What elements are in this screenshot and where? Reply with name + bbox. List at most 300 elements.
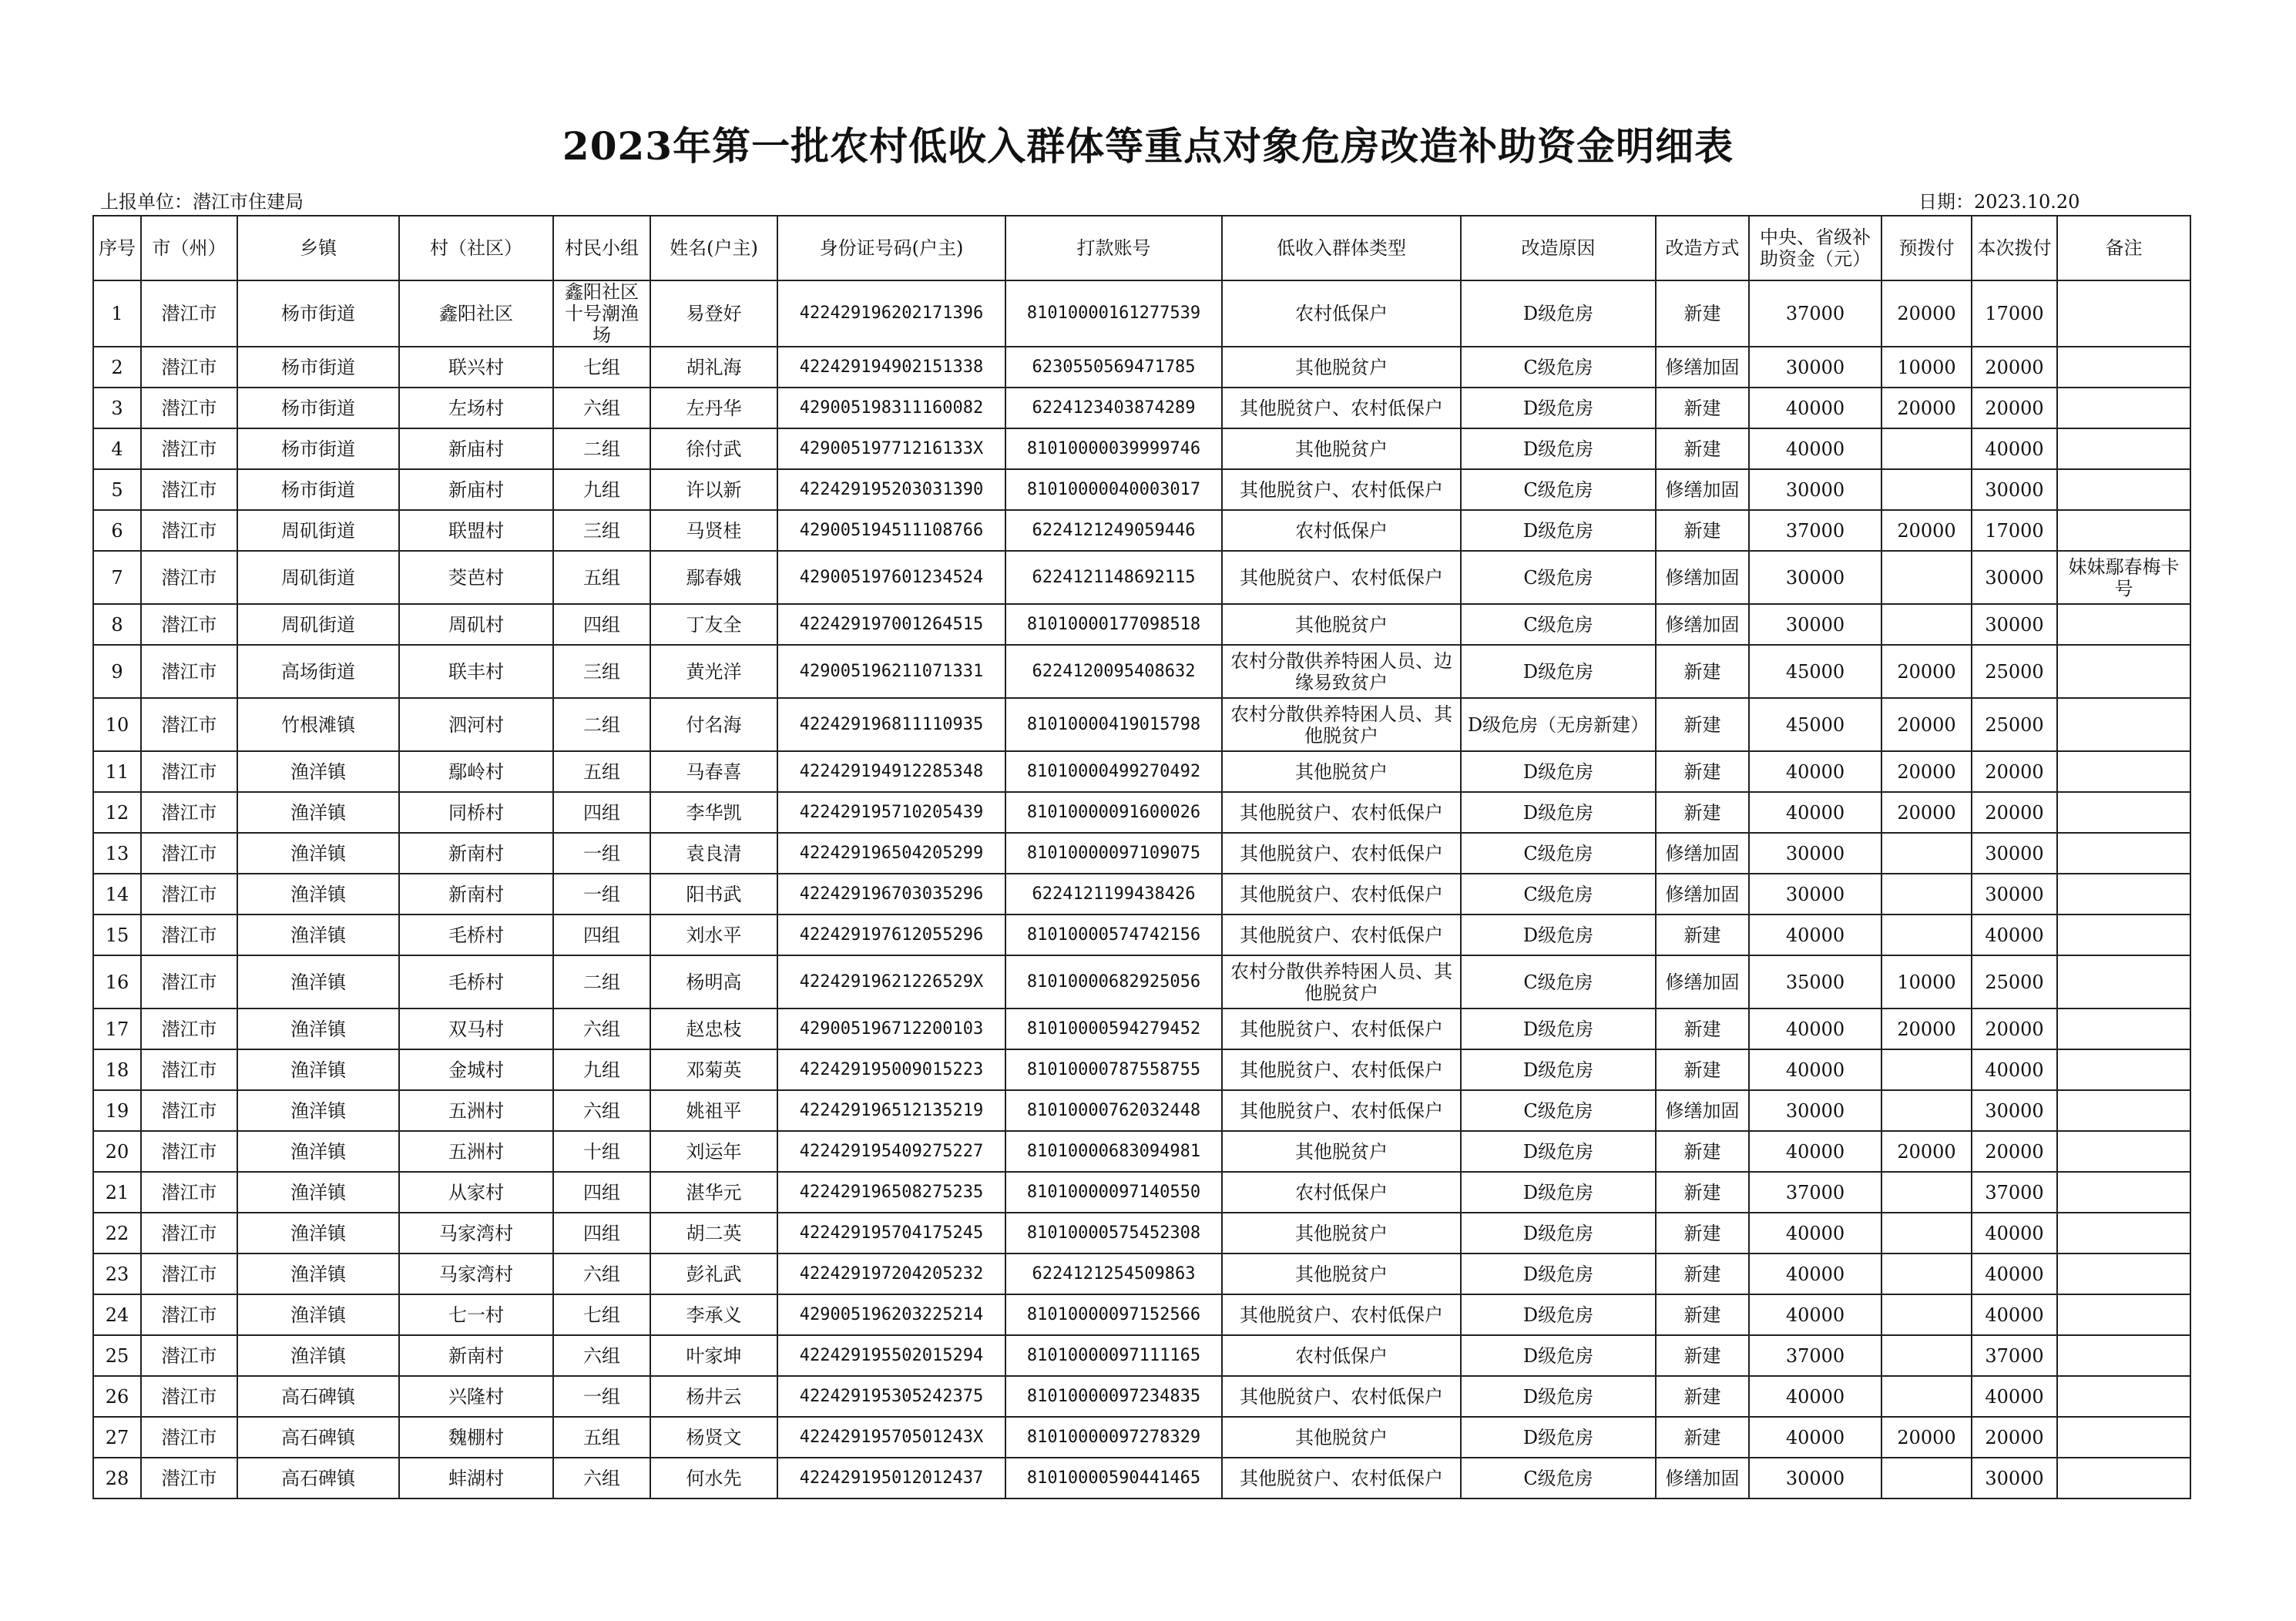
cell-name: 付名海 <box>650 698 777 751</box>
header-id-number: 身份证号码(户主) <box>777 216 1005 280</box>
cell-name: 邓菊英 <box>650 1049 777 1090</box>
cell-method: 新建 <box>1656 751 1749 792</box>
table-row <box>93 1458 2190 1499</box>
table-row <box>93 1131 2190 1172</box>
cell-group-type: 其他脱贫户、农村低保户 <box>1222 551 1461 604</box>
table-row <box>93 1294 2190 1335</box>
cell-account: 81010000161277539 <box>1005 280 1222 347</box>
cell-town: 高场街道 <box>237 645 399 698</box>
cell-name: 刘运年 <box>650 1131 777 1172</box>
header-account: 打款账号 <box>1005 216 1222 280</box>
cell-remark <box>2057 698 2190 751</box>
cell-group: 十组 <box>553 1131 650 1172</box>
cell-group: 二组 <box>553 698 650 751</box>
cell-town: 渔洋镇 <box>237 1294 399 1335</box>
cell-current-pay: 17000 <box>1972 280 2057 347</box>
cell-current-pay: 20000 <box>1972 347 2057 388</box>
cell-city: 潜江市 <box>141 1335 237 1376</box>
cell-remark <box>2057 1090 2190 1131</box>
table-row <box>93 280 2190 347</box>
cell-city: 潜江市 <box>141 915 237 955</box>
cell-name: 黄光洋 <box>650 645 777 698</box>
cell-reason: C级危房 <box>1461 955 1656 1009</box>
cell-group: 五组 <box>553 751 650 792</box>
cell-current-pay: 40000 <box>1972 1294 2057 1335</box>
cell-seq: 10 <box>93 698 141 751</box>
cell-reason: D级危房 <box>1461 280 1656 347</box>
cell-seq: 3 <box>93 388 141 428</box>
cell-group: 六组 <box>553 1458 650 1499</box>
cell-prepaid <box>1881 1172 1972 1213</box>
cell-group: 四组 <box>553 604 650 645</box>
cell-town: 周矶街道 <box>237 604 399 645</box>
cell-prepaid: 20000 <box>1881 792 1972 833</box>
cell-town: 渔洋镇 <box>237 1049 399 1090</box>
cell-id-number: 42242919621226529X <box>777 955 1005 1009</box>
cell-reason: D级危房 <box>1461 1294 1656 1335</box>
cell-town: 渔洋镇 <box>237 792 399 833</box>
cell-account: 81010000039999746 <box>1005 428 1222 469</box>
table-row <box>93 698 2190 751</box>
cell-village: 五洲村 <box>399 1090 553 1131</box>
cell-subsidy: 40000 <box>1749 1417 1881 1458</box>
cell-reason: C级危房 <box>1461 347 1656 388</box>
cell-group-type: 其他脱贫户、农村低保户 <box>1222 1049 1461 1090</box>
cell-name: 袁良清 <box>650 833 777 874</box>
table-row <box>93 1090 2190 1131</box>
cell-group: 一组 <box>553 1376 650 1417</box>
report-unit: 上报单位：潜江市住建局 <box>100 191 304 213</box>
cell-name: 胡二英 <box>650 1213 777 1254</box>
cell-current-pay: 40000 <box>1972 1254 2057 1294</box>
cell-current-pay: 30000 <box>1972 1090 2057 1131</box>
header-group-type: 低收入群体类型 <box>1222 216 1461 280</box>
cell-method: 新建 <box>1656 1376 1749 1417</box>
cell-village: 茭芭村 <box>399 551 553 604</box>
cell-current-pay: 20000 <box>1972 792 2057 833</box>
cell-name: 刘水平 <box>650 915 777 955</box>
cell-account: 81010000682925056 <box>1005 955 1222 1009</box>
cell-remark <box>2057 1172 2190 1213</box>
cell-city: 潜江市 <box>141 1049 237 1090</box>
cell-subsidy: 45000 <box>1749 645 1881 698</box>
cell-subsidy: 30000 <box>1749 1090 1881 1131</box>
cell-id-number: 429005196211071331 <box>777 645 1005 698</box>
header-reason: 改造原因 <box>1461 216 1656 280</box>
cell-current-pay: 40000 <box>1972 1049 2057 1090</box>
cell-current-pay: 25000 <box>1972 698 2057 751</box>
cell-name: 李承义 <box>650 1294 777 1335</box>
cell-subsidy: 35000 <box>1749 955 1881 1009</box>
cell-account: 81010000097111165 <box>1005 1335 1222 1376</box>
cell-account: 81010000097140550 <box>1005 1172 1222 1213</box>
cell-subsidy: 40000 <box>1749 388 1881 428</box>
cell-prepaid: 10000 <box>1881 347 1972 388</box>
cell-village: 周矶村 <box>399 604 553 645</box>
cell-town: 渔洋镇 <box>237 1335 399 1376</box>
cell-village: 金城村 <box>399 1049 553 1090</box>
cell-reason: D级危房 <box>1461 1049 1656 1090</box>
cell-village: 鑫阳社区 <box>399 280 553 347</box>
cell-id-number: 422429197001264515 <box>777 604 1005 645</box>
cell-group: 九组 <box>553 469 650 510</box>
cell-town: 高石碑镇 <box>237 1417 399 1458</box>
cell-method: 修缮加固 <box>1656 347 1749 388</box>
cell-remark <box>2057 1131 2190 1172</box>
cell-remark <box>2057 1335 2190 1376</box>
cell-group: 六组 <box>553 1009 650 1049</box>
cell-reason: D级危房 <box>1461 1213 1656 1254</box>
cell-subsidy: 40000 <box>1749 751 1881 792</box>
cell-city: 潜江市 <box>141 874 237 915</box>
cell-subsidy: 40000 <box>1749 428 1881 469</box>
cell-reason: D级危房 <box>1461 915 1656 955</box>
cell-id-number: 429005196712200103 <box>777 1009 1005 1049</box>
cell-remark <box>2057 955 2190 1009</box>
cell-current-pay: 30000 <box>1972 604 2057 645</box>
cell-prepaid: 20000 <box>1881 751 1972 792</box>
cell-group: 六组 <box>553 1335 650 1376</box>
cell-remark <box>2057 645 2190 698</box>
cell-group-type: 其他脱贫户、农村低保户 <box>1222 1294 1461 1335</box>
cell-town: 渔洋镇 <box>237 955 399 1009</box>
cell-village: 蚌湖村 <box>399 1458 553 1499</box>
table-row <box>93 469 2190 510</box>
cell-account: 6224121199438426 <box>1005 874 1222 915</box>
cell-name: 杨贤文 <box>650 1417 777 1458</box>
table-row <box>93 1009 2190 1049</box>
cell-method: 新建 <box>1656 698 1749 751</box>
cell-name: 左丹华 <box>650 388 777 428</box>
cell-group-type: 农村分散供养特困人员、其他脱贫户 <box>1222 955 1461 1009</box>
cell-remark: 妹妹鄢春梅卡号 <box>2057 551 2190 604</box>
cell-group-type: 其他脱贫户 <box>1222 1417 1461 1458</box>
cell-city: 潜江市 <box>141 469 237 510</box>
cell-remark <box>2057 1009 2190 1049</box>
cell-group-type: 其他脱贫户 <box>1222 751 1461 792</box>
cell-reason: D级危房 <box>1461 1131 1656 1172</box>
cell-method: 修缮加固 <box>1656 551 1749 604</box>
cell-prepaid <box>1881 1213 1972 1254</box>
cell-city: 潜江市 <box>141 1131 237 1172</box>
cell-name: 叶家坤 <box>650 1335 777 1376</box>
table-row <box>93 833 2190 874</box>
cell-method: 新建 <box>1656 280 1749 347</box>
cell-group: 九组 <box>553 1049 650 1090</box>
header-name: 姓名(户主) <box>650 216 777 280</box>
cell-method: 新建 <box>1656 1172 1749 1213</box>
cell-remark <box>2057 510 2190 551</box>
cell-method: 修缮加固 <box>1656 469 1749 510</box>
cell-account: 81010000097109075 <box>1005 833 1222 874</box>
cell-group: 鑫阳社区十号潮渔场 <box>553 280 650 347</box>
cell-city: 潜江市 <box>141 1090 237 1131</box>
cell-remark <box>2057 347 2190 388</box>
cell-current-pay: 30000 <box>1972 1458 2057 1499</box>
cell-city: 潜江市 <box>141 1376 237 1417</box>
cell-id-number: 422429197612055296 <box>777 915 1005 955</box>
cell-account: 81010000683094981 <box>1005 1131 1222 1172</box>
cell-village: 从家村 <box>399 1172 553 1213</box>
cell-group-type: 农村低保户 <box>1222 510 1461 551</box>
cell-id-number: 422429196811110935 <box>777 698 1005 751</box>
cell-group: 二组 <box>553 955 650 1009</box>
cell-town: 高石碑镇 <box>237 1376 399 1417</box>
cell-prepaid <box>1881 1254 1972 1294</box>
cell-group: 五组 <box>553 551 650 604</box>
cell-city: 潜江市 <box>141 347 237 388</box>
table-row <box>93 751 2190 792</box>
cell-remark <box>2057 469 2190 510</box>
cell-subsidy: 45000 <box>1749 698 1881 751</box>
cell-prepaid: 20000 <box>1881 698 1972 751</box>
cell-name: 李华凯 <box>650 792 777 833</box>
cell-id-number: 422429195305242375 <box>777 1376 1005 1417</box>
table-row <box>93 645 2190 698</box>
cell-group-type: 其他脱贫户、农村低保户 <box>1222 1376 1461 1417</box>
cell-reason: D级危房 <box>1461 751 1656 792</box>
cell-group-type: 其他脱贫户、农村低保户 <box>1222 1458 1461 1499</box>
cell-group-type: 农村分散供养特困人员、其他脱贫户 <box>1222 698 1461 751</box>
cell-seq: 23 <box>93 1254 141 1294</box>
cell-id-number: 422429196508275235 <box>777 1172 1005 1213</box>
cell-remark <box>2057 1213 2190 1254</box>
cell-prepaid: 20000 <box>1881 1417 1972 1458</box>
cell-group-type: 其他脱贫户、农村低保户 <box>1222 792 1461 833</box>
cell-subsidy: 40000 <box>1749 1254 1881 1294</box>
cell-city: 潜江市 <box>141 1458 237 1499</box>
cell-prepaid <box>1881 833 1972 874</box>
header-method: 改造方式 <box>1656 216 1749 280</box>
cell-current-pay: 30000 <box>1972 469 2057 510</box>
cell-group: 四组 <box>553 1172 650 1213</box>
page-title: 2023年第一批农村低收入群体等重点对象危房改造补助资金明细表 <box>562 123 1734 169</box>
cell-town: 周矶街道 <box>237 551 399 604</box>
cell-city: 潜江市 <box>141 388 237 428</box>
cell-town: 渔洋镇 <box>237 833 399 874</box>
cell-id-number: 422429195012012437 <box>777 1458 1005 1499</box>
cell-name: 鄢春娥 <box>650 551 777 604</box>
cell-reason: D级危房 <box>1461 1417 1656 1458</box>
table-row <box>93 1049 2190 1090</box>
cell-village: 新南村 <box>399 1335 553 1376</box>
cell-group-type: 其他脱贫户 <box>1222 428 1461 469</box>
cell-town: 渔洋镇 <box>237 874 399 915</box>
cell-group-type: 其他脱贫户 <box>1222 1131 1461 1172</box>
cell-id-number: 422429196703035296 <box>777 874 1005 915</box>
cell-town: 杨市街道 <box>237 428 399 469</box>
cell-prepaid: 10000 <box>1881 955 1972 1009</box>
cell-remark <box>2057 792 2190 833</box>
cell-method: 新建 <box>1656 1131 1749 1172</box>
cell-city: 潜江市 <box>141 1172 237 1213</box>
header-seq: 序号 <box>93 216 141 280</box>
cell-prepaid <box>1881 874 1972 915</box>
cell-method: 修缮加固 <box>1656 833 1749 874</box>
cell-city: 潜江市 <box>141 698 237 751</box>
cell-city: 潜江市 <box>141 955 237 1009</box>
cell-city: 潜江市 <box>141 1254 237 1294</box>
cell-city: 潜江市 <box>141 792 237 833</box>
table-row <box>93 874 2190 915</box>
cell-remark <box>2057 388 2190 428</box>
cell-id-number: 422429196504205299 <box>777 833 1005 874</box>
cell-group: 六组 <box>553 1090 650 1131</box>
cell-seq: 1 <box>93 280 141 347</box>
cell-current-pay: 17000 <box>1972 510 2057 551</box>
cell-subsidy: 40000 <box>1749 1049 1881 1090</box>
cell-name: 杨井云 <box>650 1376 777 1417</box>
cell-group-type: 其他脱贫户、农村低保户 <box>1222 1009 1461 1049</box>
cell-account: 81010000499270492 <box>1005 751 1222 792</box>
cell-prepaid: 20000 <box>1881 1131 1972 1172</box>
cell-id-number: 422429195704175245 <box>777 1213 1005 1254</box>
cell-village: 毛桥村 <box>399 955 553 1009</box>
cell-current-pay: 20000 <box>1972 388 2057 428</box>
cell-id-number: 422429196512135219 <box>777 1090 1005 1131</box>
cell-method: 修缮加固 <box>1656 604 1749 645</box>
cell-prepaid: 20000 <box>1881 645 1972 698</box>
cell-group-type: 其他脱贫户、农村低保户 <box>1222 874 1461 915</box>
table-row <box>93 347 2190 388</box>
cell-village: 五洲村 <box>399 1131 553 1172</box>
cell-method: 新建 <box>1656 510 1749 551</box>
cell-account: 81010000097234835 <box>1005 1376 1222 1417</box>
cell-current-pay: 40000 <box>1972 915 2057 955</box>
cell-group: 七组 <box>553 1294 650 1335</box>
cell-current-pay: 25000 <box>1972 645 2057 698</box>
table-row <box>93 1172 2190 1213</box>
cell-reason: D级危房 <box>1461 792 1656 833</box>
cell-village: 七一村 <box>399 1294 553 1335</box>
table-row <box>93 604 2190 645</box>
cell-seq: 25 <box>93 1335 141 1376</box>
cell-town: 渔洋镇 <box>237 1213 399 1254</box>
cell-id-number: 429005197601234524 <box>777 551 1005 604</box>
cell-id-number: 422429196202171396 <box>777 280 1005 347</box>
cell-prepaid <box>1881 915 1972 955</box>
cell-group: 六组 <box>553 1254 650 1294</box>
table-row <box>93 792 2190 833</box>
cell-subsidy: 30000 <box>1749 551 1881 604</box>
cell-seq: 21 <box>93 1172 141 1213</box>
cell-id-number: 422429194912285348 <box>777 751 1005 792</box>
cell-name: 胡礼海 <box>650 347 777 388</box>
cell-name: 丁友全 <box>650 604 777 645</box>
cell-group: 六组 <box>553 388 650 428</box>
cell-village: 鄢岭村 <box>399 751 553 792</box>
cell-group-type: 农村低保户 <box>1222 1172 1461 1213</box>
cell-reason: D级危房 <box>1461 428 1656 469</box>
cell-reason: C级危房 <box>1461 874 1656 915</box>
cell-group-type: 其他脱贫户、农村低保户 <box>1222 1090 1461 1131</box>
cell-name: 马春喜 <box>650 751 777 792</box>
cell-seq: 4 <box>93 428 141 469</box>
cell-town: 周矶街道 <box>237 510 399 551</box>
cell-reason: D级危房 <box>1461 1172 1656 1213</box>
cell-account: 81010000097152566 <box>1005 1294 1222 1335</box>
cell-seq: 20 <box>93 1131 141 1172</box>
cell-subsidy: 40000 <box>1749 1131 1881 1172</box>
cell-name: 彭礼武 <box>650 1254 777 1294</box>
cell-id-number: 422429195409275227 <box>777 1131 1005 1172</box>
header-village: 村（社区） <box>399 216 553 280</box>
table-row <box>93 551 2190 604</box>
cell-account: 81010000419015798 <box>1005 698 1222 751</box>
cell-account: 81010000574742156 <box>1005 915 1222 955</box>
cell-village: 魏棚村 <box>399 1417 553 1458</box>
cell-village: 联盟村 <box>399 510 553 551</box>
cell-group-type: 其他脱贫户、农村低保户 <box>1222 915 1461 955</box>
cell-group-type: 其他脱贫户、农村低保户 <box>1222 833 1461 874</box>
cell-name: 姚祖平 <box>650 1090 777 1131</box>
cell-seq: 28 <box>93 1458 141 1499</box>
header-town: 乡镇 <box>237 216 399 280</box>
cell-account: 6230550569471785 <box>1005 347 1222 388</box>
table-row <box>93 1254 2190 1294</box>
cell-seq: 8 <box>93 604 141 645</box>
cell-remark <box>2057 280 2190 347</box>
cell-city: 潜江市 <box>141 604 237 645</box>
cell-prepaid <box>1881 551 1972 604</box>
cell-prepaid <box>1881 1294 1972 1335</box>
cell-remark <box>2057 1294 2190 1335</box>
cell-id-number: 429005196203225214 <box>777 1294 1005 1335</box>
cell-village: 新南村 <box>399 833 553 874</box>
cell-group-type: 其他脱贫户 <box>1222 347 1461 388</box>
cell-reason: D级危房 <box>1461 1009 1656 1049</box>
header-subsidy: 中央、省级补助资金（元） <box>1749 216 1881 280</box>
cell-remark <box>2057 604 2190 645</box>
cell-current-pay: 37000 <box>1972 1172 2057 1213</box>
cell-group: 四组 <box>553 792 650 833</box>
cell-subsidy: 30000 <box>1749 347 1881 388</box>
cell-group-type: 其他脱贫户、农村低保户 <box>1222 388 1461 428</box>
cell-reason: C级危房 <box>1461 833 1656 874</box>
cell-reason: C级危房 <box>1461 1458 1656 1499</box>
cell-village: 左场村 <box>399 388 553 428</box>
cell-name: 徐付武 <box>650 428 777 469</box>
cell-seq: 26 <box>93 1376 141 1417</box>
cell-method: 修缮加固 <box>1656 1090 1749 1131</box>
cell-method: 修缮加固 <box>1656 874 1749 915</box>
report-date: 日期：2023.10.20 <box>1918 191 2080 213</box>
cell-seq: 11 <box>93 751 141 792</box>
cell-name: 许以新 <box>650 469 777 510</box>
cell-remark <box>2057 1417 2190 1458</box>
cell-prepaid <box>1881 604 1972 645</box>
cell-current-pay: 40000 <box>1972 1376 2057 1417</box>
cell-town: 渔洋镇 <box>237 1009 399 1049</box>
header-remark: 备注 <box>2057 216 2190 280</box>
cell-method: 修缮加固 <box>1656 1458 1749 1499</box>
table-row <box>93 915 2190 955</box>
cell-town: 渔洋镇 <box>237 915 399 955</box>
cell-prepaid <box>1881 1458 1972 1499</box>
cell-subsidy: 30000 <box>1749 874 1881 915</box>
cell-seq: 14 <box>93 874 141 915</box>
cell-village: 联丰村 <box>399 645 553 698</box>
cell-subsidy: 37000 <box>1749 510 1881 551</box>
cell-reason: D级危房 <box>1461 1254 1656 1294</box>
cell-prepaid <box>1881 428 1972 469</box>
cell-reason: D级危房 <box>1461 1335 1656 1376</box>
cell-reason: D级危房 <box>1461 645 1656 698</box>
cell-account: 6224121254509863 <box>1005 1254 1222 1294</box>
cell-town: 杨市街道 <box>237 388 399 428</box>
cell-town: 渔洋镇 <box>237 1254 399 1294</box>
cell-current-pay: 40000 <box>1972 428 2057 469</box>
